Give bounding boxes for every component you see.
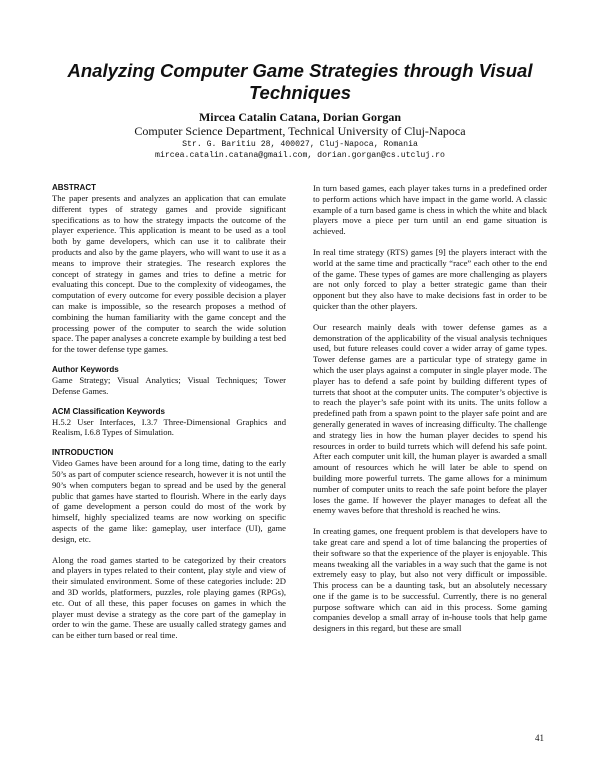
acm-heading: ACM Classification Keywords [52, 406, 165, 416]
left-column [52, 183, 286, 651]
address: Str. G. Baritiu 28, 400027, Cluj-Napoca, Romania [182, 140, 418, 149]
abstract-text: The paper presents and analyzes an application that can emulate different types of strategy games and provide significant specifications as to how the strategy impacts the outcome of the player experience. This application is meant to be used as a tool both by game developers, which can use it to calibrate their products and also by the game players, who will want to use it as a means to improve their strategies. The research explores the concept of strategy in games and tries to define a metric for evaluating this concept. Due to the complexity of videogames, the computation of every outcome for every possible decision a player can make is impossible, so the research proposes a method of combining the human familiarity with the game concept and the processing power of the computer to search the wide solution space. The paper analyses a concrete example by building a test bed for the tower defense type games. [52, 193, 286, 355]
acm-text: H.5.2 User Interfaces, I.3.7 Three-Dimensional Graphics and Realism, I.6.8 Types of Simulation. [52, 416, 286, 438]
authors: Mircea Catalin Catana, Dorian Gorgan [198, 110, 402, 124]
right-paragraph-3: Our research mainly deals with tower defense games as a demonstration of the applicability of the visual analysis techniques used, but future releases could cover a wider array of game types. Tower defense games are a particular type of strategy game in which the user plays against a computer in single player mode. The player has to defend a safe point by building different types of turrets that shoot at the computer units. The computer’s objective is to reach the player’s safe point with its units. The units follow a predefined path from a spawn point to the player safe point and are generally generated in waves of increasing difficulty. The challenge and strategy lies in how the human player decides to spend his resources in order to build turrets which will defend his safe point. After each computer unit kill, the human player is awarded a small amount of resources which he will later be able to spend on building more powerful turrets. The game allows for a minimum number of computer units to reach the safe point before the player loses the game. If however the player manages to defeat all the enemy waves before that threshold is reached he wins. [313, 321, 547, 516]
paper-title: Analyzing Computer Game Strategies through Visual Techniques [67, 60, 533, 103]
intro-heading: INTRODUCTION [52, 448, 114, 458]
intro-paragraph-2: Along the road games started to be categorized by their creators and players in types related to their content, play style and view of their simulated environment. Some of these categories include: 2D and 3D worlds, platformers, puzzles, role playing games (RPGs), etc. Out of all these, this paper focuses on games in which the player must devise a strategy as the core part of the gameplay in order to win the game. These are usually called strategy games and can be either turn based or real time. [52, 554, 286, 641]
right-paragraph-2: In real time strategy (RTS) games [9] the players interact with the world at the same time and practically “race” each other to the end of the game. These types of games are more challenging as players are not only forced to play a better strategic game than their opponent but they also have to make decisions fast in order to be quicker than the other players. [313, 246, 547, 311]
intro-paragraph-1: Video Games have been around for a long time, dating to the early 50’s as part of computer science research, however it is not until the 90’s when computers began to spread and be used by the general public that games have started to flourish. Where in the early days of game development a person could do most of the work by himself, highly specialized teams are now working on specific aspects of the game like: gameplay, user interface (UI), game design, etc. [52, 458, 286, 544]
right-paragraph-1: In turn based games, each player takes turns in a predefined order to perform actions which have impact in the game world. A classic example of a turn based game is chess in which the white and black players move a piece per turn until an end game situation is achieved. [313, 183, 547, 237]
right-paragraph-4: In creating games, one frequent problem is that developers have to take great care and spend a lot of time balancing the properties of their software so that the experience of the player is enjoyable. This means tweaking all the variables in a way such that the game is not extremely easy to play, but also not very difficult or impossible. This process can be a daunting task, but an absolutely necessary one if the game is to be successful. Currently, there is no general purpose software which can aid in this process. Some gaming companies develop a small array of in-house tools that help game designers in this regard, but these are small [313, 526, 547, 634]
page-number: 41 [535, 733, 544, 743]
right-column [313, 183, 547, 644]
emails: mircea.catalin.catana@gmail.com, dorian.gorgan@cs.utcluj.ro [155, 151, 445, 160]
keywords-heading: Author Keywords [52, 364, 119, 374]
abstract-heading: ABSTRACT [52, 183, 96, 192]
affiliation: Computer Science Department, Technical University of Cluj-Napoca [134, 124, 466, 138]
keywords-text: Game Strategy; Visual Analytics; Visual Techniques; Tower Defense Games. [52, 374, 286, 396]
